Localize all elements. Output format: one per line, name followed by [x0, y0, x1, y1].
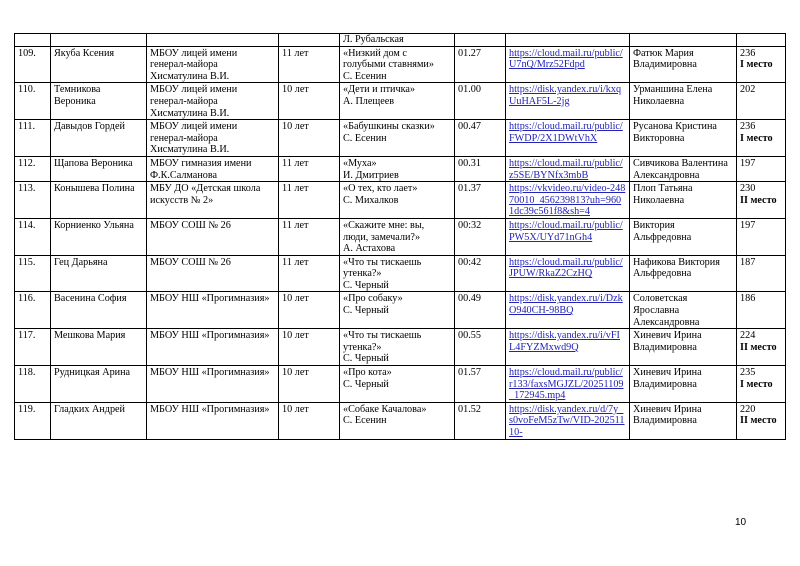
age-cell: 11 лет: [279, 182, 340, 219]
video-link[interactable]: https://vkvideo.ru/video-24870010_456239813?uh=9601dc39c561f8&sh=4: [509, 183, 626, 218]
age-cell: 10 лет: [279, 292, 340, 329]
score-value: 224: [740, 330, 756, 342]
video-link[interactable]: https://cloud.mail.ru/public/FWDP/2X1DWtVhX: [509, 121, 623, 144]
participant-name-cell: Мешкова Мария: [51, 329, 147, 366]
participant-name-cell: Васенина София: [51, 292, 147, 329]
school-cell: МБОУ НШ «Прогимназия»: [147, 402, 279, 439]
table-row: [15, 218, 786, 255]
duration-cell: 01.57: [455, 366, 506, 403]
duration-cell: 01.27: [455, 46, 506, 83]
teacher-cell: Плоп Татьяна Николаевна: [630, 182, 737, 219]
place-badge: I место: [740, 132, 773, 144]
score-value: 186: [740, 293, 756, 305]
table-row: [15, 329, 786, 366]
video-link-cell: [506, 156, 630, 181]
score-value: 197: [740, 219, 756, 231]
teacher-cell: Хиневич Ирина Владимировна: [630, 402, 737, 439]
work-title-cell: [340, 366, 455, 403]
row-number-cell: 115.: [15, 255, 51, 292]
school-cell: МБОУ лицей имени генерал-майора Хисматулина В.И.: [147, 120, 279, 157]
work-title-cell: [340, 402, 455, 439]
teacher-cell: Русанова Кристина Викторовна: [630, 120, 737, 157]
duration-cell: 00.55: [455, 329, 506, 366]
school-cell: МБОУ лицей имени генерал-майора Хисматулина В.И.: [147, 46, 279, 83]
table-row: [15, 120, 786, 157]
video-link-cell: [506, 292, 630, 329]
video-link-cell: [506, 402, 630, 439]
teacher-cell: Хиневич Ирина Владимировна: [630, 366, 737, 403]
video-link-cell: [506, 120, 630, 157]
work-title-text: «О тех, кто лает» С. Михалков: [343, 183, 418, 206]
video-link-cell: [506, 83, 630, 120]
table-row: [15, 292, 786, 329]
participant-name-cell: Гец Дарьяна: [51, 255, 147, 292]
score-value: 235: [740, 367, 756, 379]
score-cell: [737, 83, 786, 120]
row-number-cell: 109.: [15, 46, 51, 83]
row-number-cell: 116.: [15, 292, 51, 329]
work-title-cell: [340, 120, 455, 157]
score-value: 220: [740, 403, 756, 415]
video-link[interactable]: https://disk.yandex.ru/i/DzkO940CH-98BQ: [509, 293, 623, 317]
table-row: [15, 255, 786, 292]
score-value: 202: [740, 84, 756, 96]
score-value: 187: [740, 256, 756, 268]
school-cell: МБУ ДО «Детская школа искусств № 2»: [147, 182, 279, 219]
work-title-text: «Дети и птичка» А. Плещеев: [343, 84, 416, 107]
work-title-text: «Низкий дом с голубыми ставнями» С. Есенин: [343, 47, 434, 82]
participant-name-cell: Корниенко Ульяна: [51, 218, 147, 255]
score-value: 197: [740, 157, 756, 169]
score-cell: [737, 182, 786, 219]
score-cell: [737, 292, 786, 329]
duration-cell: 00.49: [455, 292, 506, 329]
score-cell: [737, 46, 786, 83]
score-cell: [737, 156, 786, 181]
video-link[interactable]: https://cloud.mail.ru/public/z5SE/BYNfx3mbB: [509, 157, 623, 181]
score-cell: [737, 255, 786, 292]
video-link-cell: [506, 366, 630, 403]
video-link-cell: [506, 255, 630, 292]
duration-cell: 00:32: [455, 218, 506, 255]
age-cell: 10 лет: [279, 329, 340, 366]
work-title-cell: [340, 83, 455, 120]
video-link-cell: [506, 182, 630, 219]
school-cell: МБОУ СОШ № 26: [147, 218, 279, 255]
score-cell: [737, 218, 786, 255]
score-value: 236: [740, 121, 756, 133]
work-title-text: «Скажите мне: вы, люди, замечали?» А. Астахова: [343, 219, 425, 255]
school-cell: МБОУ НШ «Прогимназия»: [147, 329, 279, 366]
row-number-cell: 118.: [15, 366, 51, 403]
row-number-cell: 117.: [15, 329, 51, 366]
school-cell: МБОУ НШ «Прогимназия»: [147, 366, 279, 403]
work-title-cell: [340, 46, 455, 83]
video-link-cell: [506, 218, 630, 255]
score-value: 236: [740, 47, 756, 59]
duration-cell: 01.52: [455, 402, 506, 439]
table-row: [15, 182, 786, 219]
results-table: [14, 33, 786, 440]
school-cell: МБОУ лицей имени генерал-майора Хисматулина В.И.: [147, 83, 279, 120]
school-cell: МБОУ НШ «Прогимназия»: [147, 292, 279, 329]
table-row: [15, 83, 786, 120]
teacher-cell: Виктория Альфредовна: [630, 218, 737, 255]
participant-name-cell: Рудницкая Арина: [51, 366, 147, 403]
work-title-cell: [340, 292, 455, 329]
teacher-cell: Сивчикова Валентина Александровна: [630, 156, 737, 181]
participant-name-cell: Гладких Андрей: [51, 402, 147, 439]
video-link-cell: [506, 46, 630, 83]
age-cell: 10 лет: [279, 120, 340, 157]
work-title-cell: [340, 182, 455, 219]
duration-cell: 00:42: [455, 255, 506, 292]
participant-name-cell: Темникова Вероника: [51, 83, 147, 120]
teacher-cell: Хиневич Ирина Владимировна: [630, 329, 737, 366]
place-badge: II место: [740, 341, 777, 353]
score-cell: [737, 402, 786, 439]
age-cell: 10 лет: [279, 402, 340, 439]
video-link[interactable]: https://cloud.mail.ru/public/U7nQ/Mrz52Fdpd: [509, 47, 623, 71]
duration-cell: 00.31: [455, 156, 506, 181]
participant-name-cell: Конышева Полина: [51, 182, 147, 219]
teacher-cell: Фатюк Мария Владимировна: [630, 46, 737, 83]
age-cell: 11 лет: [279, 218, 340, 255]
row-number-cell: 110.: [15, 83, 51, 120]
age-cell: 11 лет: [279, 255, 340, 292]
score-cell: [737, 329, 786, 366]
video-link[interactable]: https://cloud.mail.ru/public/r133/faxsMGJZL/20251109_172945.mp4: [509, 367, 624, 402]
work-author-cell: Л. Рубальская: [340, 34, 455, 47]
participant-name-cell: Якуба Ксения: [51, 46, 147, 83]
table-row: [15, 402, 786, 439]
work-title-cell: [340, 156, 455, 181]
place-badge: II место: [740, 415, 777, 427]
score-cell: [737, 366, 786, 403]
table-row-continuation: [15, 34, 786, 47]
table-row: [15, 46, 786, 83]
work-title-cell: [340, 329, 455, 366]
age-cell: 11 лет: [279, 46, 340, 83]
place-badge: II место: [740, 194, 777, 206]
work-title-text: «Что ты тискаешь утенка?» С. Черный: [343, 330, 422, 365]
video-link-cell: [506, 329, 630, 366]
score-value: 230: [740, 183, 756, 195]
video-link[interactable]: https://disk.yandex.ru/d/7y_s0voFeM5zTw/VID-20251110-: [509, 403, 625, 438]
teacher-cell: Соловетская Ярославна Александровна: [630, 292, 737, 329]
work-title-text: «Бабушкины сказки» С. Есенин: [343, 121, 435, 144]
row-number-cell: 111.: [15, 120, 51, 157]
video-link[interactable]: https://disk.yandex.ru/i/kxqUuHAF5L-2jg: [509, 84, 622, 107]
page-number: 10: [735, 517, 747, 528]
row-number-cell: 113.: [15, 182, 51, 219]
work-title-text: «Собаке Качалова» С. Есенин: [343, 403, 427, 427]
duration-cell: 01.37: [455, 182, 506, 219]
duration-cell: 00.47: [455, 120, 506, 157]
video-link[interactable]: https://cloud.mail.ru/public/PW5X/UYd71nGh4: [509, 219, 623, 243]
table-row: [15, 156, 786, 181]
school-cell: МБОУ СОШ № 26: [147, 255, 279, 292]
row-number-cell: 114.: [15, 218, 51, 255]
participant-name-cell: Давыдов Гордей: [51, 120, 147, 157]
work-title-text: «Про собаку» С. Черный: [343, 293, 403, 317]
work-title-cell: [340, 255, 455, 292]
teacher-cell: Нафикова Виктория Альфредовна: [630, 255, 737, 292]
table-row: [15, 366, 786, 403]
teacher-cell: Урманшина Елена Николаевна: [630, 83, 737, 120]
school-cell: МБОУ гимназия имени Ф.К.Салманова: [147, 156, 279, 181]
work-title-text: «Что ты тискаешь утенка?» С. Черный: [343, 256, 422, 291]
duration-cell: 01.00: [455, 83, 506, 120]
age-cell: 10 лет: [279, 83, 340, 120]
age-cell: 10 лет: [279, 366, 340, 403]
work-title-text: «Муха» И. Дмитриев: [343, 157, 399, 181]
video-link[interactable]: https://cloud.mail.ru/public/JPUW/RkaZ2CzHQ: [509, 256, 623, 280]
place-badge: I место: [740, 378, 773, 390]
row-number-cell: 112.: [15, 156, 51, 181]
age-cell: 11 лет: [279, 156, 340, 181]
row-number-cell: 119.: [15, 402, 51, 439]
video-link[interactable]: https://disk.yandex.ru/i/vFIL4FYZMxwd9Q: [509, 330, 620, 353]
place-badge: I место: [740, 59, 773, 71]
work-title-cell: [340, 218, 455, 255]
participant-name-cell: Щапова Вероника: [51, 156, 147, 181]
score-cell: [737, 120, 786, 157]
work-title-text: «Про кота» С. Черный: [343, 367, 392, 390]
